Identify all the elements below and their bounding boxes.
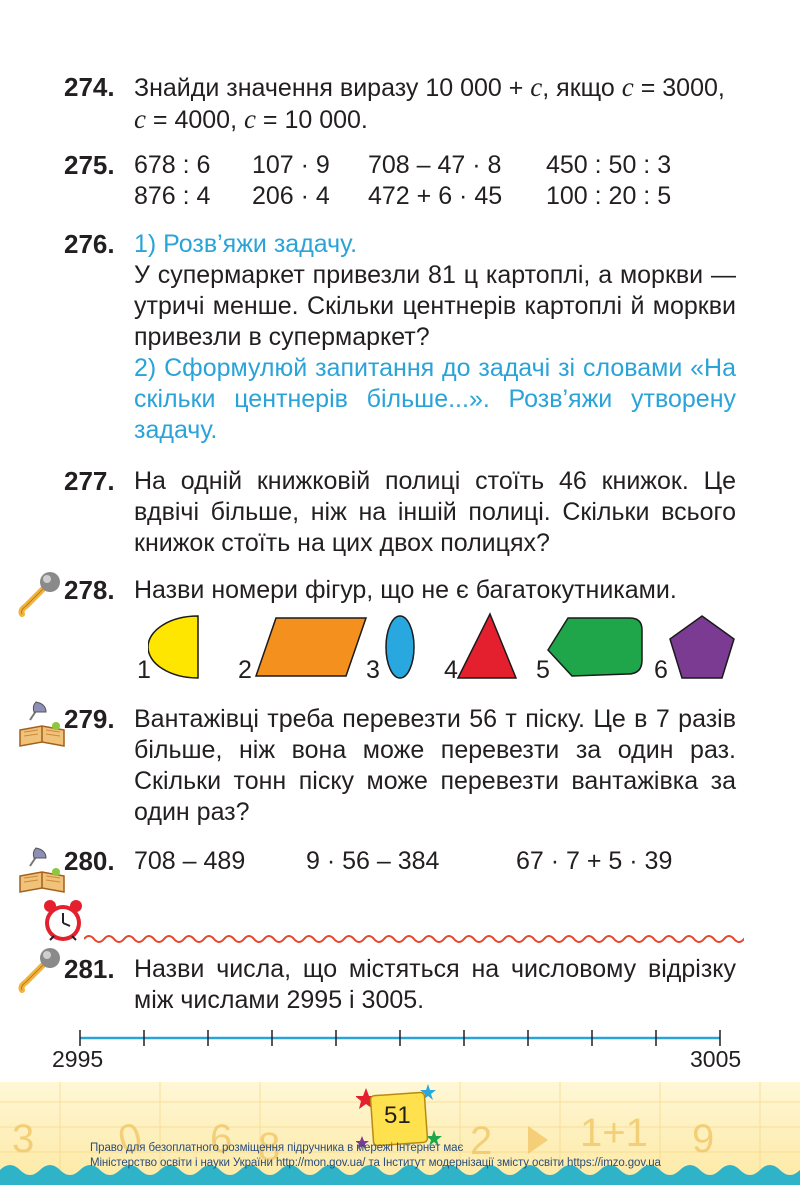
number-line-end-label: 3005 (690, 1046, 742, 1072)
task-number: 279. (64, 704, 115, 734)
shape-label: 1 (137, 656, 151, 684)
svg-text:2: 2 (470, 1119, 493, 1163)
expression: 708 – 47 · 8 (368, 151, 502, 179)
lamp-book-icon (16, 846, 70, 896)
shape-label: 3 (366, 656, 380, 684)
expression: 708 – 489 (134, 847, 246, 875)
shape-label: 5 (536, 656, 550, 684)
microphone-icon (16, 570, 62, 618)
task-text: Назви числа, що містяться на числовому відрізку між числами 2995 і 3005. (134, 955, 736, 1014)
footer-rights-line-2: Міністерство освіти і науки України http://mon.gov.ua/ та Інститут модернізації змісту освіти https://imzo.gov.ua (90, 1157, 661, 1169)
task-part-2: 2) Сформулюй запитання до задачі зі словами «На скільки центнерів більше...». Розв’яжи утворену задачу. (134, 354, 736, 444)
expression: 100 : 20 : 5 (546, 182, 672, 210)
task-number: 281. (64, 954, 115, 984)
semicircle-shape (148, 614, 212, 680)
expressions-row (134, 846, 736, 877)
task-280 (64, 846, 736, 877)
task-number: 274. (64, 72, 115, 102)
svg-text:9: 9 (692, 1117, 715, 1161)
svg-text:1+1: 1+1 (580, 1111, 648, 1155)
svg-text:0: 0 (113, 1114, 147, 1163)
parallelogram-shape (254, 616, 368, 678)
expressions-grid (134, 150, 736, 212)
shape-label: 6 (654, 656, 668, 684)
task-number: 276. (64, 229, 115, 259)
task-number: 275. (64, 150, 115, 180)
shape-label: 4 (444, 656, 458, 684)
task-number: 277. (64, 466, 115, 496)
task-277 (64, 466, 736, 559)
task-part-1: 1) Розв’яжи задачу. (134, 230, 358, 258)
task-278 (64, 575, 736, 606)
task-number: 280. (64, 846, 115, 876)
ellipse-shape (384, 614, 416, 680)
footer-rights-line-1: Право для безоплатного розміщення підручника в мережі Інтернет має (90, 1142, 464, 1154)
wavy-separator (84, 932, 744, 946)
expression: 9 · 56 – 384 (306, 847, 440, 875)
expression: 107 · 9 (252, 151, 330, 179)
task-text: Вантажівці треба перевезти 56 т піску. Це в 7 разів більше, ніж вона може перевезти за один раз. Скільки тонн піску може перевезти вантажівка за один раз? (134, 705, 736, 826)
problem-text: У супермаркет привезли 81 ц картоплі, а моркви — утричі менше. Скільки центнерів картоплі й моркви привезли в супермаркет? (134, 261, 736, 351)
alarm-clock-icon (40, 898, 86, 944)
task-281 (64, 954, 736, 1016)
expression: 67 · 7 + 5 · 39 (516, 847, 673, 875)
svg-text:6: 6 (210, 1117, 233, 1161)
expression: 450 : 50 : 3 (546, 151, 672, 179)
number-line (72, 1026, 732, 1050)
task-number: 278. (64, 575, 115, 605)
svg-text:8: 8 (258, 1125, 281, 1169)
expression: 206 · 4 (252, 182, 330, 210)
task-274 (64, 72, 736, 136)
number-line-start-label: 2995 (52, 1046, 104, 1072)
task-276 (64, 229, 736, 446)
task-275 (64, 150, 736, 212)
microphone-icon (16, 946, 62, 994)
lamp-book-icon (16, 700, 70, 750)
expression: 876 : 4 (134, 182, 211, 210)
hexagon-shape (546, 616, 646, 678)
shape-label: 2 (238, 656, 252, 684)
pentagon-shape (668, 614, 736, 680)
expression: 678 : 6 (134, 151, 211, 179)
task-text: На одній книжковій полиці стоїть 46 книжок. Це вдвічі більше, ніж на іншій полиці. Скільки всього книжок стоїть на цих двох полицях? (134, 467, 736, 557)
page-number: 51 (384, 1102, 411, 1129)
expression: 472 + 6 · 45 (368, 182, 503, 210)
task-text: Знайди значення виразу 10 000 + c, якщо c = 3000, c = 4000, c = 10 000. (134, 72, 725, 134)
triangle-shape (456, 612, 518, 680)
svg-text:3: 3 (12, 1117, 35, 1161)
task-text: Назви номери фігур, що не є багатокутниками. (134, 576, 677, 604)
task-279 (64, 704, 736, 828)
